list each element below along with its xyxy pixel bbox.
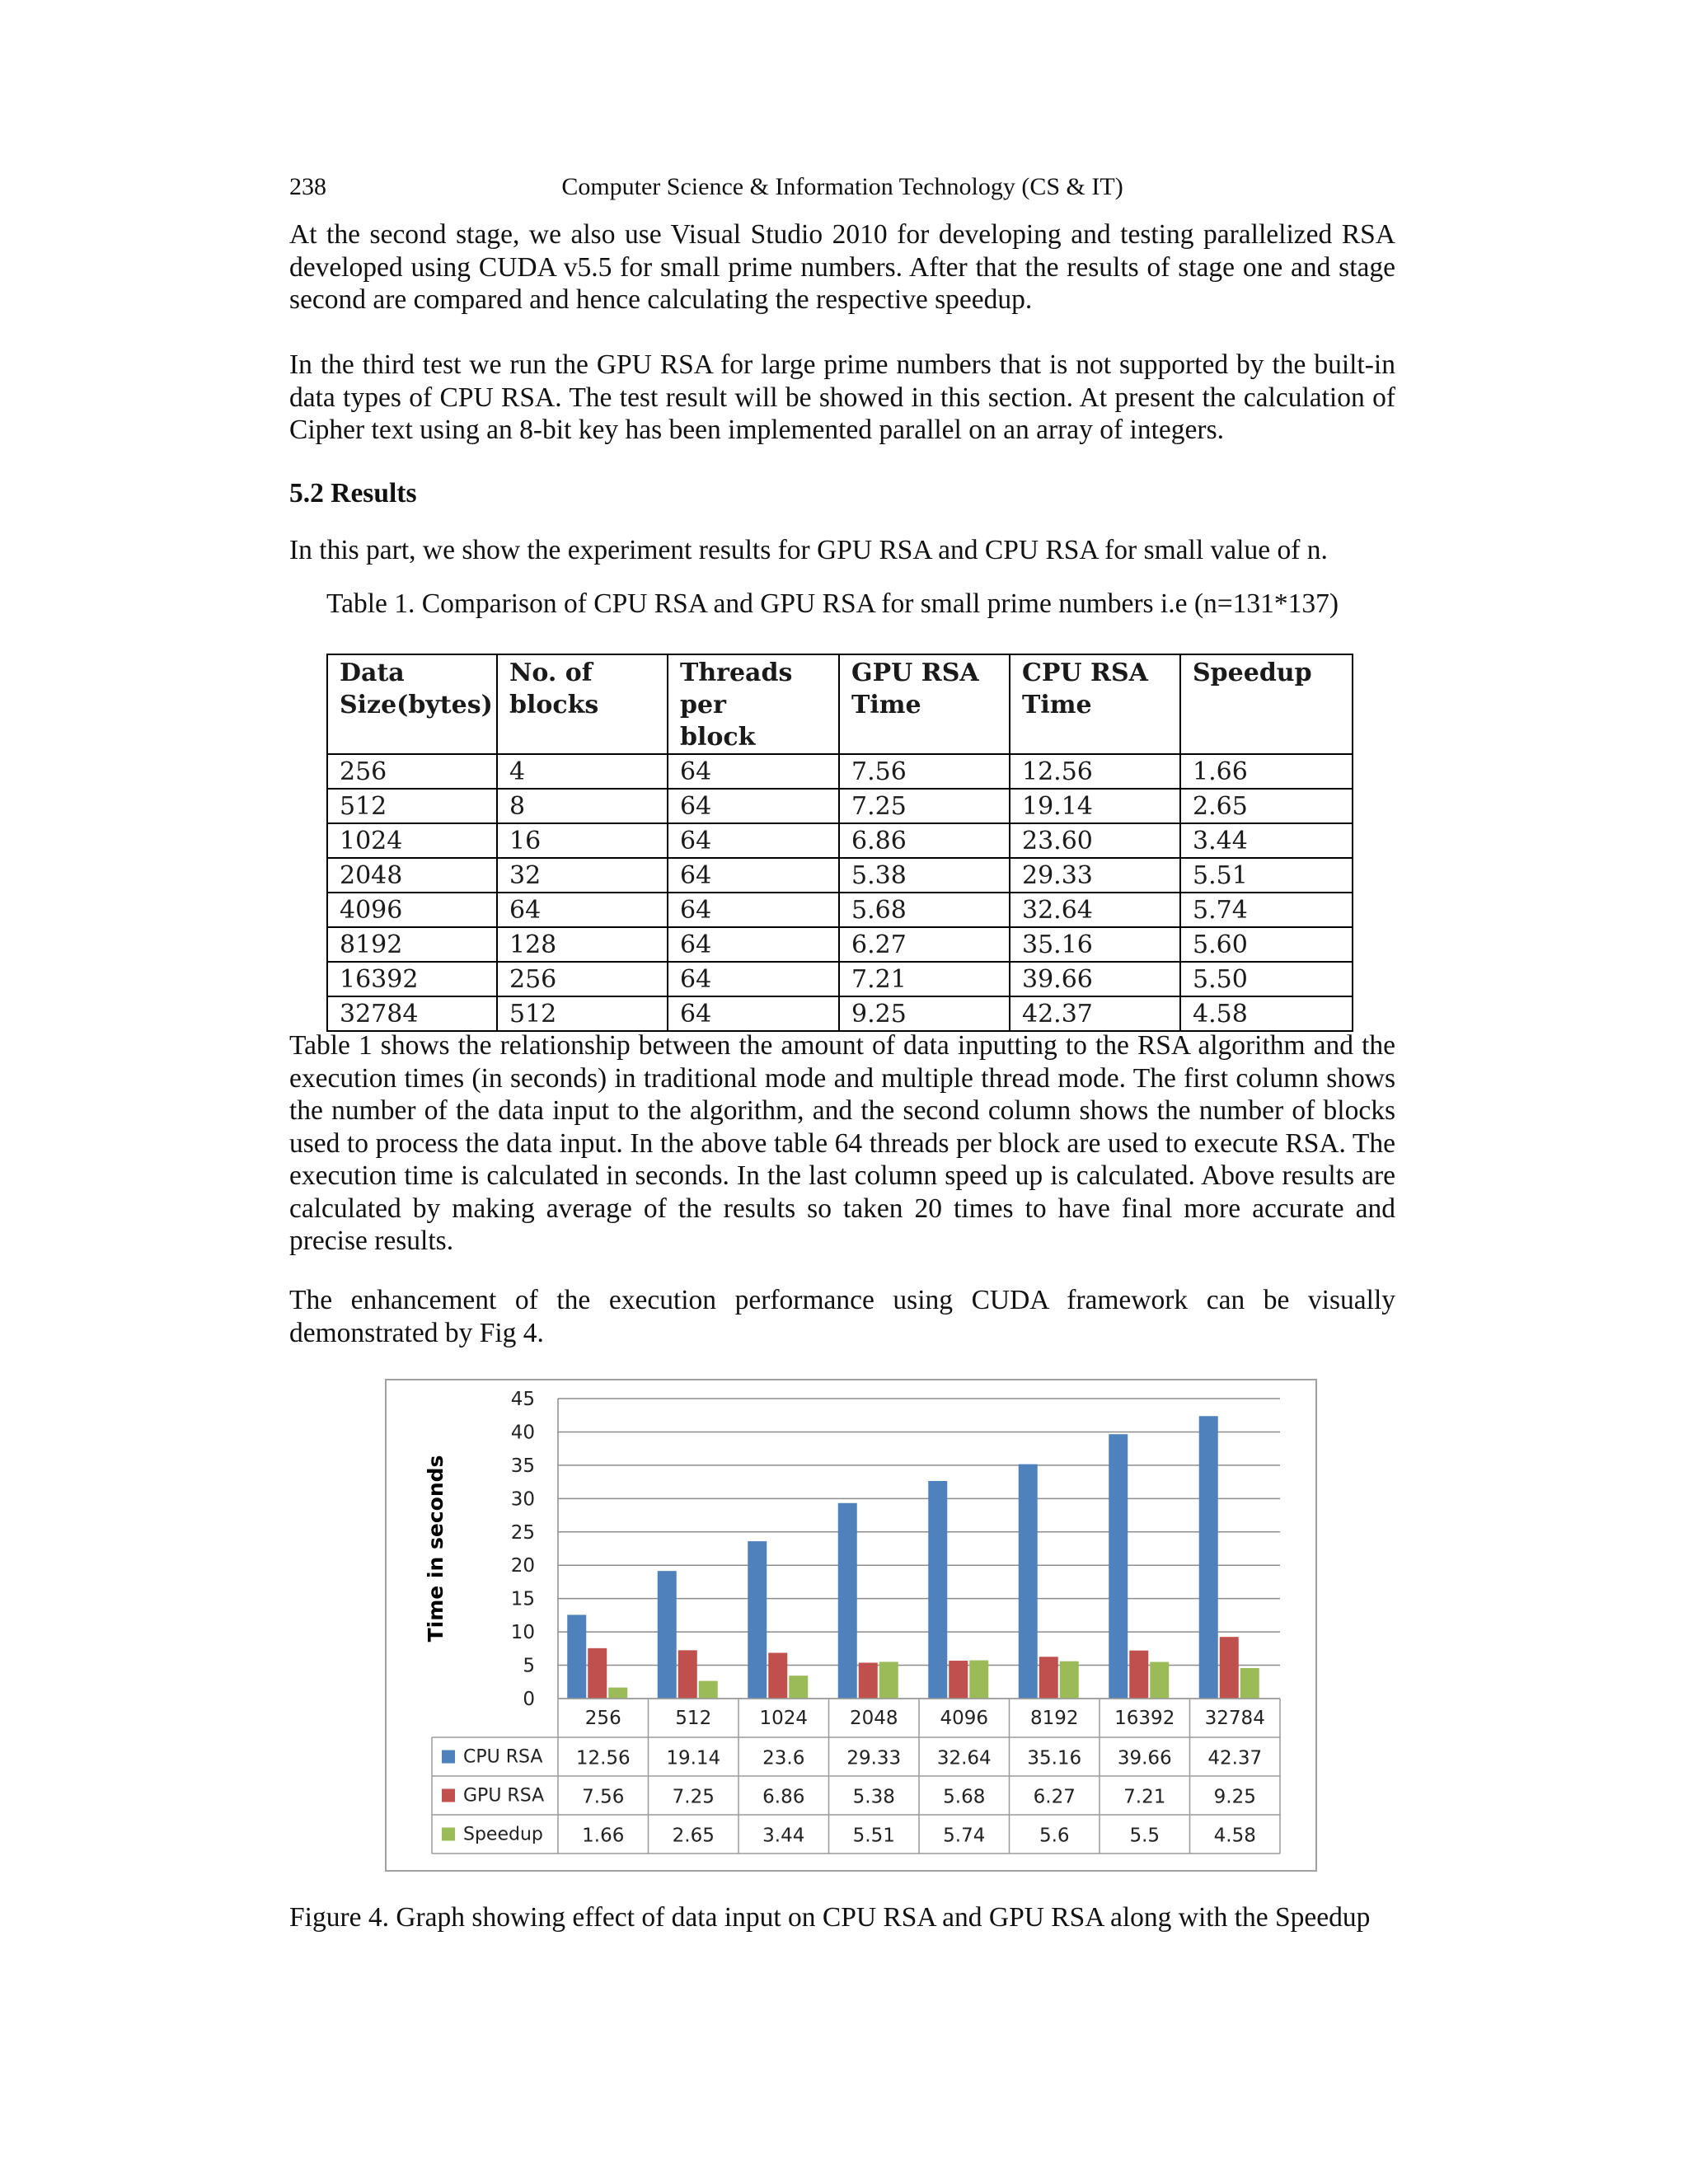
table-cell: 29.33 [1010, 858, 1180, 893]
figure-4 [385, 1379, 1317, 1872]
table-caption: Table 1. Comparison of CPU RSA and GPU RSA for small prime numbers i.e (n=131*137) [326, 588, 1339, 619]
paragraph-table-explanation: Table 1 shows the relationship between the amount of data inputting to the RSA algorithm and the execution times (in seconds) in traditional mode and multiple thread mode. The first column shows the number of the data input to the algorithm, and the second column shows the number of blocks used to process the data input. In the above table 64 threads per block are used to execute RSA. The execution time is calculated in seconds. In the last column speed up is calculated. Above results are calculated by making average of the results so taken 20 times to have final more accurate and precise results. [289, 1030, 1395, 1256]
table-cell: 1024 [327, 823, 497, 858]
table-cell: 1.66 [1180, 754, 1353, 789]
table-cell: 8 [497, 789, 668, 823]
bar-cpu-rsa [658, 1571, 677, 1699]
bar-speedup [608, 1688, 627, 1699]
table-cell: 32.64 [1010, 893, 1180, 927]
table-cell: 19.14 [1010, 789, 1180, 823]
table-cell: 4.58 [1180, 996, 1353, 1031]
data-label: 7.25 [672, 1786, 715, 1808]
data-label: 5.5 [1129, 1825, 1160, 1847]
table-row [327, 996, 1353, 1031]
table-cell: 64 [668, 996, 839, 1031]
bar-speedup [1150, 1662, 1169, 1699]
data-label: 5.38 [852, 1786, 895, 1808]
table-row [327, 823, 1353, 858]
table-cell: 64 [668, 823, 839, 858]
x-tick-label: 4096 [940, 1708, 989, 1729]
x-tick-label: 256 [584, 1708, 621, 1729]
data-label: 23.6 [762, 1747, 805, 1769]
bar-cpu-rsa [1019, 1465, 1038, 1699]
y-tick-label: 15 [510, 1588, 535, 1610]
table-cell: 5.50 [1180, 962, 1353, 996]
table-cell: 3.44 [1180, 823, 1353, 858]
data-label: 5.6 [1039, 1825, 1070, 1847]
table-cell: 16392 [327, 962, 497, 996]
x-tick-label: 16392 [1114, 1708, 1175, 1729]
table-cell: 5.38 [839, 858, 1010, 893]
legend-key [442, 1828, 455, 1841]
legend-key [442, 1789, 455, 1802]
paragraph-third-test: In the third test we run the GPU RSA for large prime numbers that is not supported by the built-in data types of CPU RSA. The test result will be showed in this section. At present the calculation of Cipher text using an 8-bit key has been implemented parallel on an array of integers. [289, 349, 1395, 445]
table-cell: 512 [327, 789, 497, 823]
table-cell: 2.65 [1180, 789, 1353, 823]
table-cell: 5.60 [1180, 927, 1353, 962]
table-cell: 64 [668, 962, 839, 996]
bar-cpu-rsa [1199, 1416, 1218, 1699]
section-heading: 5.2 Results [289, 478, 417, 509]
data-label: 1.66 [582, 1825, 625, 1847]
table-cell: 512 [497, 996, 668, 1031]
y-tick-label: 5 [523, 1655, 535, 1677]
x-tick-label: 2048 [849, 1708, 898, 1729]
table-cell: 256 [497, 962, 668, 996]
data-label: 35.16 [1027, 1747, 1082, 1769]
bar-speedup [1060, 1661, 1079, 1699]
data-label: 9.25 [1213, 1786, 1256, 1808]
legend-key [442, 1750, 455, 1764]
bar-gpu-rsa [678, 1650, 697, 1699]
bar-cpu-rsa [1109, 1434, 1128, 1699]
running-title: Computer Science & Information Technology (CS & IT) [561, 173, 1123, 200]
y-tick-label: 35 [510, 1455, 535, 1477]
bar-speedup [699, 1681, 718, 1699]
data-label: 6.86 [762, 1786, 805, 1808]
bar-speedup [1240, 1668, 1259, 1699]
header-gpu-time: GPU RSA Time [839, 654, 1010, 754]
table-cell: 6.27 [839, 927, 1010, 962]
data-label: 4.58 [1213, 1825, 1256, 1847]
y-tick-label: 40 [510, 1422, 535, 1444]
x-tick-label: 512 [675, 1708, 712, 1729]
y-tick-label: 10 [510, 1622, 535, 1644]
table-cell: 16 [497, 823, 668, 858]
table-cell: 32 [497, 858, 668, 893]
paragraph-stage-two: At the second stage, we also use Visual Studio 2010 for developing and testing parallelized RSA developed using CUDA v5.5 for small prime numbers. After that the results of stage one and stage second are compared and hence calculating the respective speedup. [289, 219, 1395, 315]
paragraph-enhancement: The enhancement of the execution performance using CUDA framework can be visually demonstrated by Fig 4. [289, 1285, 1395, 1348]
table-row [327, 927, 1353, 962]
table-cell: 7.21 [839, 962, 1010, 996]
table-cell: 7.25 [839, 789, 1010, 823]
bar-gpu-rsa [1220, 1637, 1239, 1699]
table-cell: 64 [668, 754, 839, 789]
data-label: 5.51 [852, 1825, 895, 1847]
page-header [289, 173, 1395, 206]
data-label: 29.33 [846, 1747, 902, 1769]
table-cell: 32784 [327, 996, 497, 1031]
bar-speedup [969, 1661, 988, 1699]
paragraph-results-intro: In this part, we show the experiment results for GPU RSA and CPU RSA for small value of n. [289, 535, 1328, 565]
table-cell: 12.56 [1010, 754, 1180, 789]
table-header-row [327, 654, 1353, 754]
data-label: 5.68 [943, 1786, 986, 1808]
y-tick-label: 45 [510, 1389, 535, 1410]
y-tick-label: 20 [510, 1555, 535, 1577]
bar-cpu-rsa [567, 1615, 586, 1699]
bar-chart [387, 1380, 1315, 1870]
y-axis-title: Time in seconds [424, 1455, 448, 1643]
x-tick-label: 8192 [1029, 1708, 1079, 1729]
data-label: 3.44 [762, 1825, 805, 1847]
table-row [327, 858, 1353, 893]
header-data-size: Data Size(bytes) [327, 654, 497, 754]
bar-cpu-rsa [838, 1503, 857, 1699]
table-cell: 5.51 [1180, 858, 1353, 893]
bar-gpu-rsa [1039, 1657, 1058, 1699]
table-row [327, 893, 1353, 927]
data-label: 5.74 [943, 1825, 986, 1847]
table-row [327, 962, 1353, 996]
header-speedup: Speedup [1180, 654, 1353, 754]
bar-gpu-rsa [1129, 1651, 1148, 1699]
y-tick-label: 25 [510, 1521, 535, 1544]
table-cell: 35.16 [1010, 927, 1180, 962]
table-cell: 2048 [327, 858, 497, 893]
bar-cpu-rsa [748, 1541, 767, 1699]
bar-speedup [789, 1675, 808, 1699]
table-cell: 8192 [327, 927, 497, 962]
header-blocks: No. of blocks [497, 654, 668, 754]
header-threads: Threads per block [668, 654, 839, 754]
table-cell: 4096 [327, 893, 497, 927]
data-label: 6.27 [1033, 1786, 1076, 1808]
y-tick-label: 0 [523, 1689, 535, 1710]
table-cell: 256 [327, 754, 497, 789]
table-row [327, 789, 1353, 823]
data-label: 32.64 [936, 1747, 992, 1769]
results-table [326, 654, 1353, 1032]
table-cell: 7.56 [839, 754, 1010, 789]
figure-caption: Figure 4. Graph showing effect of data input on CPU RSA and GPU RSA along with the Speedup [289, 1902, 1371, 1933]
bar-cpu-rsa [928, 1481, 947, 1699]
table-cell: 39.66 [1010, 962, 1180, 996]
table-cell: 64 [668, 927, 839, 962]
table-cell: 64 [668, 789, 839, 823]
data-label: 39.66 [1117, 1747, 1172, 1769]
table-cell: 6.86 [839, 823, 1010, 858]
data-label: 12.56 [575, 1747, 631, 1769]
table-cell: 42.37 [1010, 996, 1180, 1031]
legend-label: CPU RSA [463, 1746, 543, 1768]
data-label: 2.65 [672, 1825, 715, 1847]
data-label: 19.14 [666, 1747, 721, 1769]
bar-gpu-rsa [949, 1661, 968, 1699]
table-cell: 64 [497, 893, 668, 927]
data-label: 42.37 [1207, 1747, 1263, 1769]
bar-gpu-rsa [768, 1653, 787, 1699]
table-cell: 128 [497, 927, 668, 962]
page-number: 238 [289, 173, 326, 200]
table-cell: 4 [497, 754, 668, 789]
legend-label: GPU RSA [463, 1785, 545, 1807]
data-label: 7.21 [1123, 1786, 1166, 1808]
table-cell: 23.60 [1010, 823, 1180, 858]
bar-speedup [879, 1661, 898, 1699]
table-cell: 9.25 [839, 996, 1010, 1031]
table-cell: 64 [668, 858, 839, 893]
table-cell: 64 [668, 893, 839, 927]
table-cell: 5.68 [839, 893, 1010, 927]
y-tick-label: 30 [510, 1488, 535, 1511]
bar-gpu-rsa [588, 1648, 607, 1699]
header-cpu-time: CPU RSA Time [1010, 654, 1180, 754]
table-cell: 5.74 [1180, 893, 1353, 927]
x-tick-label: 32784 [1204, 1708, 1265, 1729]
x-tick-label: 1024 [759, 1708, 809, 1729]
table-row [327, 754, 1353, 789]
legend-label: Speedup [463, 1824, 543, 1845]
bar-gpu-rsa [859, 1662, 878, 1699]
data-label: 7.56 [582, 1786, 625, 1808]
